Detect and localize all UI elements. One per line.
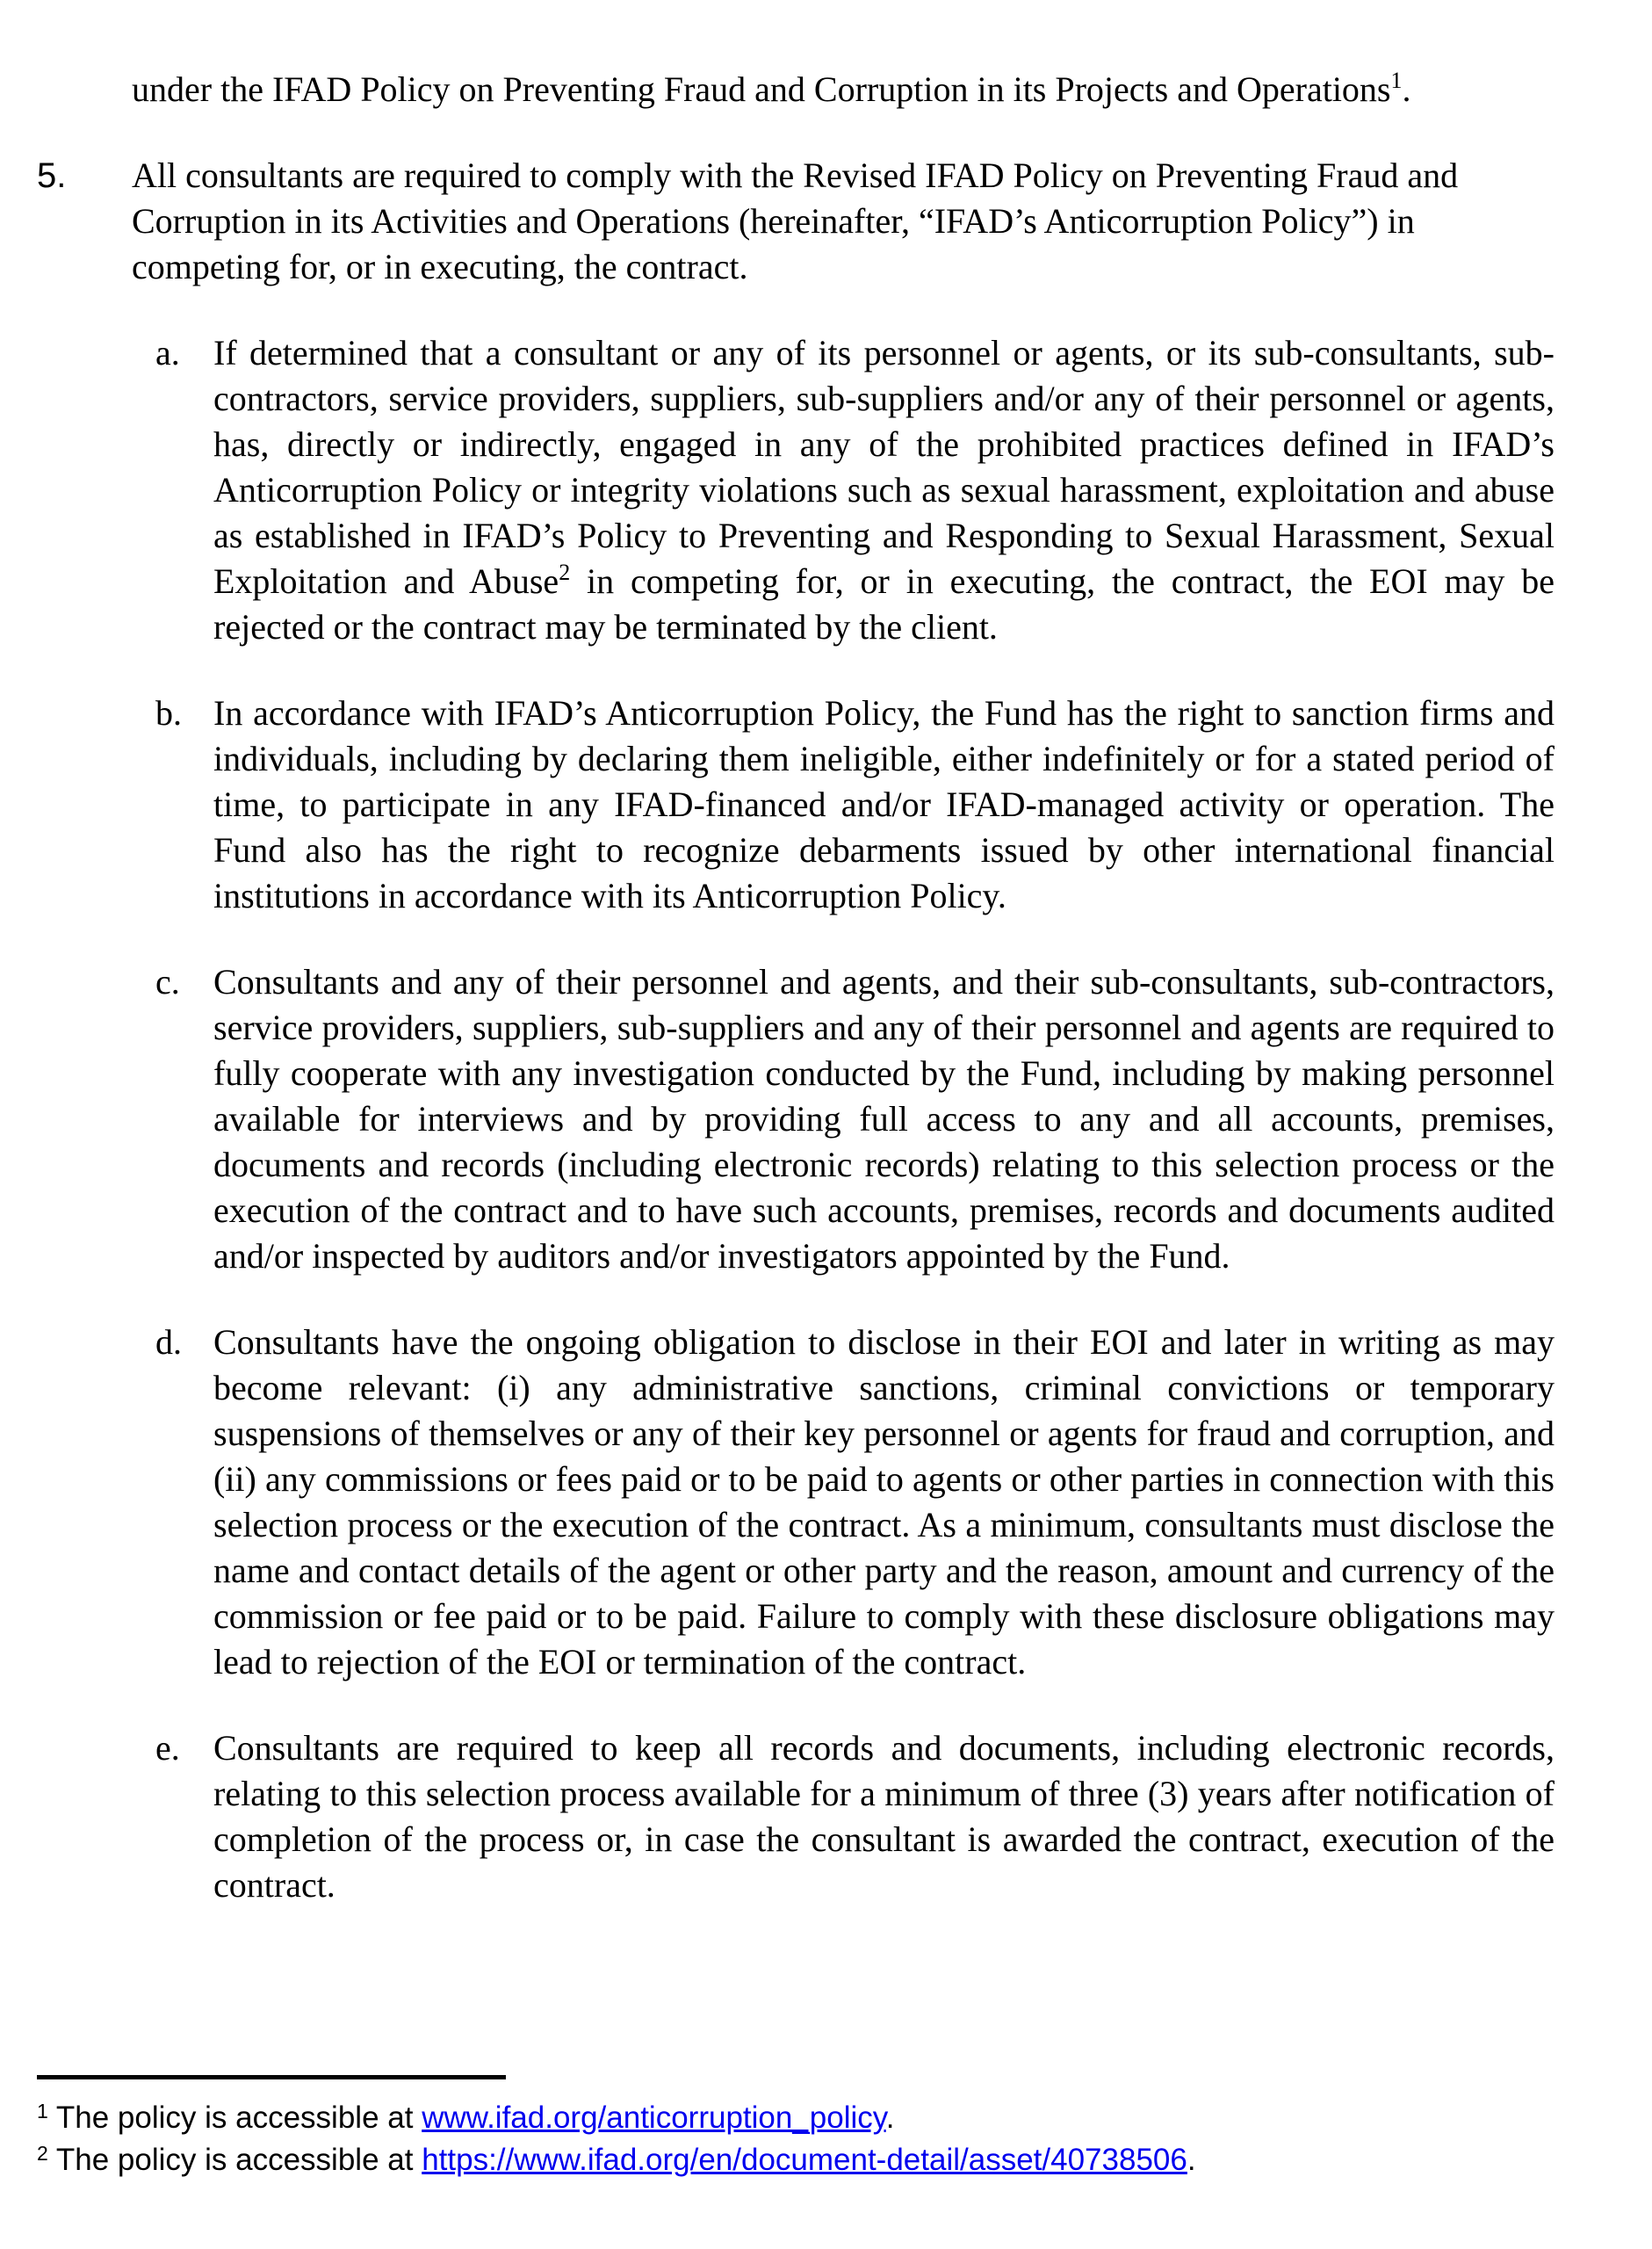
- lettered-list: [155, 330, 1555, 1908]
- list-item-d: [155, 1320, 1555, 1685]
- footnotes-section: [37, 2075, 1196, 2181]
- list-item-b: [155, 691, 1555, 919]
- footnote-2-period: .: [1187, 2143, 1196, 2177]
- list-item-a: [155, 330, 1555, 650]
- footnote-1-text: The policy is accessible at: [55, 2101, 422, 2135]
- item-text-a-after: in competing for, or in executing, the contract, the EOI may be rejected or the contract may be terminated by the client.: [213, 561, 1555, 647]
- paragraph-5: [37, 153, 1555, 290]
- intro-period: .: [1402, 69, 1411, 109]
- item-text-b: In accordance with IFAD’s Anticorruption Policy, the Fund has the right to sanction firms and individuals, including by declaring them ineligible, either indefinitely or for a stated period of time, to participate in any IFAD-financed and/or IFAD-managed activity or operation. The Fund also has the right to recognize debarments issued by other international financial institutions in accordance with its Anticorruption Policy.: [213, 693, 1555, 915]
- item-label-c: c.: [155, 962, 180, 1002]
- footnote-2-text: The policy is accessible at: [55, 2143, 422, 2177]
- item-text-d: Consultants have the ongoing obligation to disclose in their EOI and later in writing as may become relevant: (i) any administrative sanctions, criminal convictions or temporary suspensions of themselves or any of their key personnel or agents for fraud and corruption, and (ii) any commissions or fees paid or to be paid to agents or other parties in connection with this selection process or the execution of the contract. As a minimum, consultants must disclose the name and contact details of the agent or other party and the reason, amount and currency of the commission or fee paid or to be paid. Failure to comply with these disclosure obligations may lead to rejection of the EOI or termination of the contract.: [213, 1322, 1555, 1681]
- intro-paragraph: [132, 0, 1555, 112]
- item-label-e: e.: [155, 1728, 180, 1768]
- footnote-1: [37, 2097, 1196, 2139]
- paragraph-number: 5.: [37, 156, 67, 195]
- paragraph-5-text: All consultants are required to comply with the Revised IFAD Policy on Preventing Fraud and Corruption in its Activities and Operations (hereinafter, “IFAD’s Anticorruption Policy”) in competing for, or in executing, the contract.: [132, 155, 1459, 286]
- item-label-b: b.: [155, 693, 182, 733]
- footnote-2-link[interactable]: https://www.ifad.org/en/document-detail/asset/40738506: [422, 2143, 1187, 2177]
- item-text-c: Consultants and any of their personnel and agents, and their sub-consultants, sub-contractors, service providers, suppliers, sub-suppliers and any of their personnel and agents are required to fully cooperate with any investigation conducted by the Fund, including by making personnel available for interviews and by providing full access to any and all accounts, premises, documents and records (including electronic records) relating to this selection process or the execution of the contract and to have such accounts, premises, records and documents audited and/or inspected by auditors and/or investigators appointed by the Fund.: [213, 962, 1555, 1276]
- item-label-d: d.: [155, 1322, 182, 1362]
- item-text-a: If determined that a consultant or any of its personnel or agents, or its sub-consultants, sub-contractors, service providers, suppliers, sub-suppliers and/or any of their personnel or agents, has, directly or indirectly, engaged in any of the prohibited practices defined in IFAD’s Anticorruption Policy or integrity violations such as sexual harassment, exploitation and abuse as established in IFAD’s Policy to Preventing and Responding to Sexual Harassment, Sexual Exploitation and Abuse: [213, 333, 1555, 601]
- item-text-e: Consultants are required to keep all records and documents, including electronic records, relating to this selection process available for a minimum of three (3) years after notification of completion of the process or, in case the consultant is awarded the contract, execution of the contract.: [213, 1728, 1555, 1905]
- intro-text: under the IFAD Policy on Preventing Fraud and Corruption in its Projects and Operations: [132, 69, 1391, 109]
- footnote-ref-2: 2: [559, 560, 571, 585]
- footnote-1-period: .: [885, 2101, 895, 2135]
- footnote-2-number: 2: [37, 2142, 48, 2165]
- footnote-divider: [37, 2075, 506, 2079]
- list-item-e: [155, 1725, 1555, 1908]
- footnote-ref-1: 1: [1390, 68, 1403, 93]
- footnote-1-link[interactable]: www.ifad.org/anticorruption_policy: [422, 2101, 886, 2135]
- item-label-a: a.: [155, 333, 180, 372]
- footnote-1-number: 1: [37, 2100, 48, 2122]
- footnote-2: [37, 2139, 1196, 2181]
- list-item-c: [155, 959, 1555, 1279]
